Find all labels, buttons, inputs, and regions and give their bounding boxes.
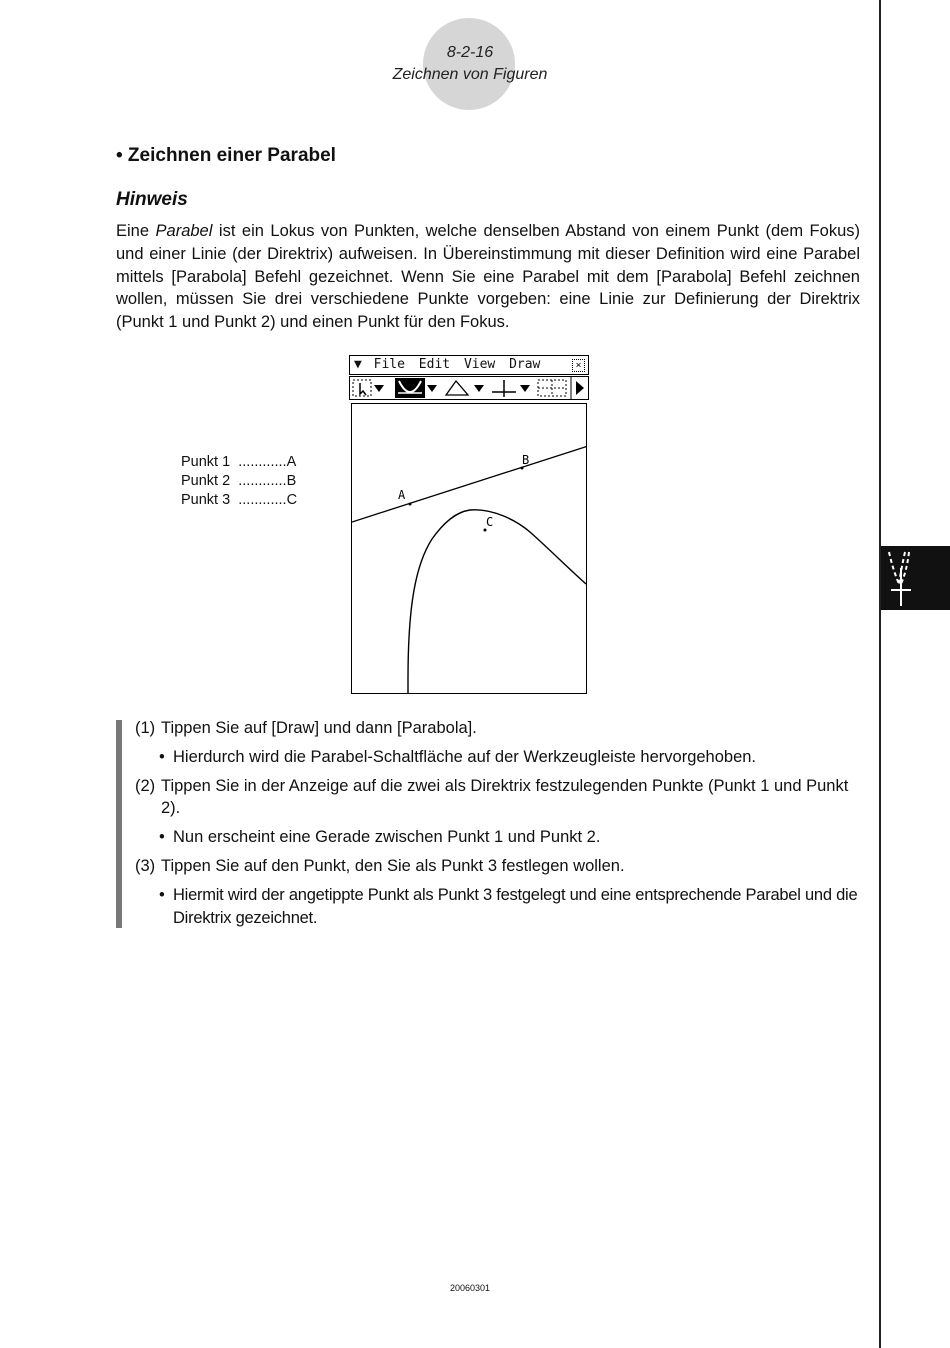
page-number: 8-2-16 [446,44,494,61]
page-number-badge [423,18,515,110]
parabola-chapter-icon [881,546,950,610]
step-item [135,855,860,878]
note-heading: Hinweis [116,189,188,210]
step-item [135,717,860,740]
step-text: Tippen Sie in der Anzeige auf die zwei als Direktrix festzulegenden Punkte (Punkt 1 und Punkt 2). [161,776,849,818]
step-bullet [159,746,860,769]
point-a-marker [409,503,412,506]
perpendicular-icon[interactable] [492,380,516,397]
dropdown-arrow-icon[interactable] [474,385,484,392]
legend-dots: ............ [238,454,287,470]
step-bullet [159,884,860,930]
menu-draw[interactable]: Draw [509,357,541,372]
legend-value: C [286,492,298,508]
intro-rest: ist ein Lokus von Punkten, welche denselben Abstand von einem Punkt (dem Fokus) und einer Linie (der Direktrix) aufweisen. In Übereinstimmung mit dieser Definition wird eine Parabel mittels [Parabola] Befehl gezeichnet. Wenn Sie eine Parabel mit dem [Parabola] Befehl zeichnen wollen, müssen Sie drei verschiedene Punkte vorgeben: eine Linie zur Definierung der Direktrix (Punkt 1 und Punkt 2) und einen Punkt für den Fokus. [116,222,860,332]
bullet-dot: • [159,747,165,766]
close-box-icon[interactable]: × [572,359,585,372]
calculator-screenshot [349,355,589,695]
legend-row [181,491,297,510]
intro-word: Eine [116,222,150,240]
chevron-down-icon[interactable]: ▼ [354,357,362,372]
footer-code: 20060301 [449,1283,491,1293]
point-a-label: A [398,488,406,502]
legend-value: A [286,454,297,470]
graph-screen[interactable] [351,403,587,694]
scroll-right-icon[interactable] [571,377,584,399]
point-legend [181,453,297,510]
bullet-dot: • [159,885,165,904]
grid-icon[interactable] [538,380,566,396]
toolbar [349,376,589,400]
step-bullet [159,826,860,849]
change-bar [116,720,122,928]
select-arrow-icon[interactable] [353,380,371,396]
legend-value: B [286,473,297,489]
legend-dots: ............ [238,492,287,508]
triangle-icon[interactable] [446,381,468,395]
parabola-tool-icon[interactable] [395,378,425,398]
legend-label: Punkt 3 [181,492,231,508]
menu-bar [349,355,589,375]
step-number: (1) [135,719,156,737]
point-c-label: C [486,515,494,529]
section-title: • Zeichnen einer Parabel [116,145,336,166]
point-b-label: B [522,453,530,467]
step-text: Tippen Sie auf [Draw] und dann [Parabola]. [161,719,477,737]
step-number: (2) [135,776,156,795]
chapter-tab [881,546,950,610]
dropdown-arrow-icon[interactable] [427,385,437,392]
parabola-curve [408,510,586,693]
legend-row [181,453,297,472]
bullet-text: Hierdurch wird die Parabel-Schaltfläche auf der Werkzeugleiste hervorgehoben. [173,747,757,766]
legend-label: Punkt 2 [181,473,231,489]
chapter-title: Zeichnen von Figuren [392,66,548,83]
step-number: (3) [135,856,156,875]
dropdown-arrow-icon[interactable] [374,385,384,392]
menu-file[interactable]: File [373,357,405,372]
menu-view[interactable]: View [463,357,496,372]
legend-row [181,472,297,491]
step-text: Tippen Sie auf den Punkt, den Sie als Punkt 3 festlegen wollen. [161,856,625,875]
steps-list [135,717,860,935]
margin-rule [879,0,881,1348]
step-item [135,775,860,821]
intro-paragraph [116,220,860,334]
bullet-text: Hiermit wird der angetippte Punkt als Punkt 3 festgelegt und eine entsprechende Parabel und die Direktrix gezeichnet. [173,885,858,927]
bullet-dot: • [159,828,165,847]
menu-edit[interactable]: Edit [418,357,451,372]
legend-label: Punkt 1 [181,454,231,470]
dropdown-arrow-icon[interactable] [520,385,530,392]
bullet-text: Nun erscheint eine Gerade zwischen Punkt 1 und Punkt 2. [173,828,601,847]
legend-dots: ............ [238,473,287,489]
intro-emphasis: Parabel [155,222,213,240]
